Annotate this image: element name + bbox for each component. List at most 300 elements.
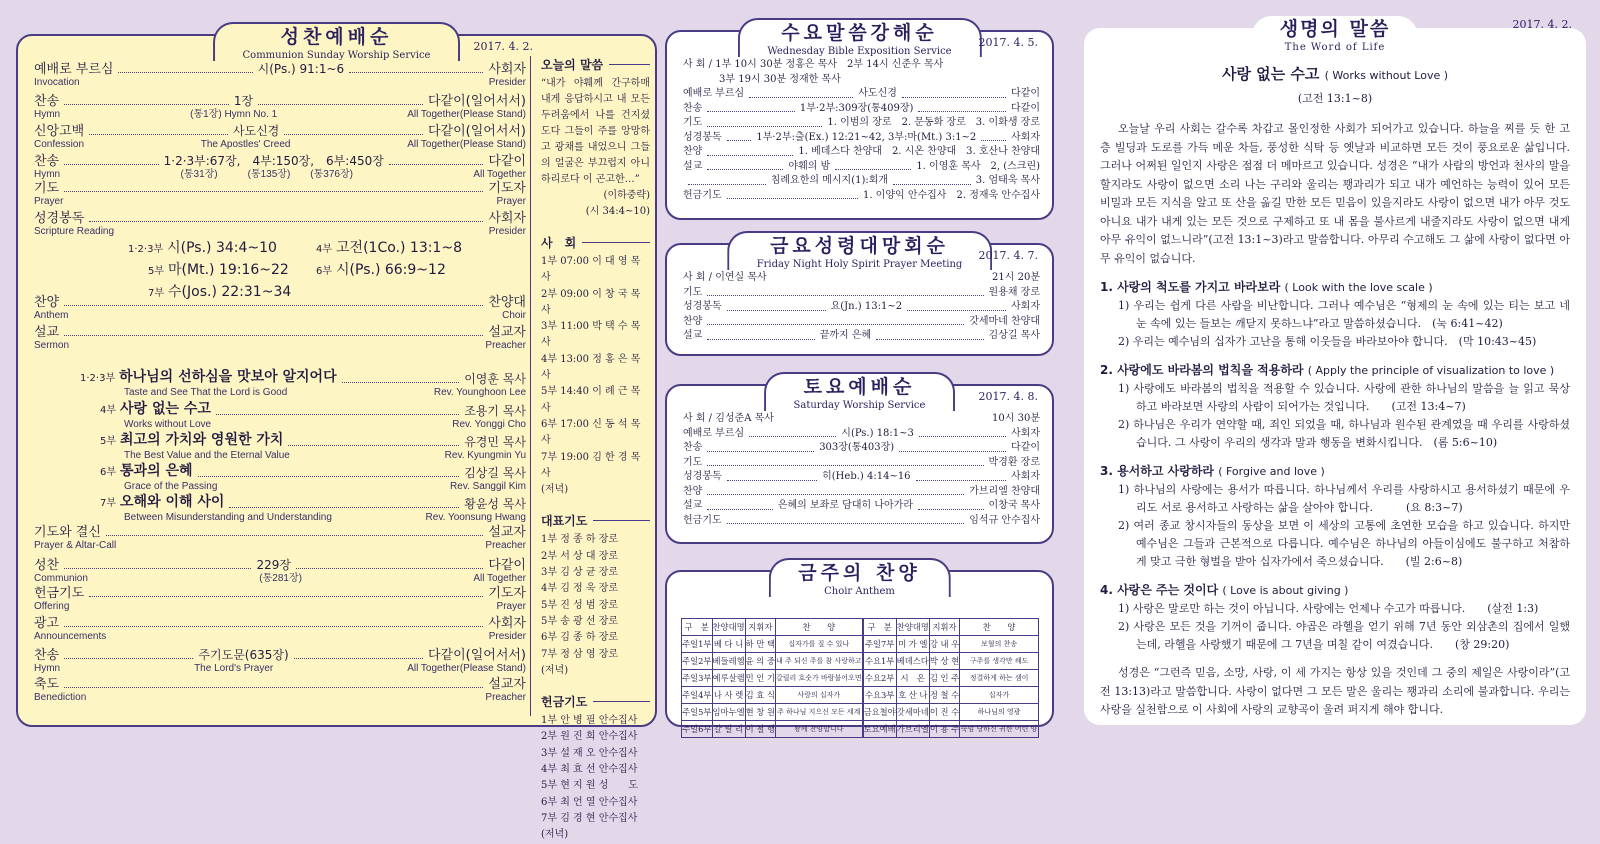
leader-item: 7부 19:00 김 한 경 목사 bbox=[541, 451, 641, 479]
order-role: 기도자 bbox=[488, 181, 526, 196]
order-item bbox=[34, 646, 526, 674]
point-title-en: ( Forgive and love ) bbox=[1218, 465, 1325, 478]
offering-item: (저녁) bbox=[541, 829, 569, 841]
table-cell: 사랑의 십자가 bbox=[775, 687, 862, 704]
dot-leader bbox=[64, 164, 159, 165]
order-item bbox=[34, 616, 526, 642]
dot-leader bbox=[342, 382, 460, 383]
order-content: 주기도문(635장) bbox=[198, 648, 289, 662]
today-word-heading: 오늘의 말씀 bbox=[541, 56, 650, 73]
order-label: 성경봉독 bbox=[34, 211, 85, 226]
friday-service-panel bbox=[665, 235, 1054, 356]
table-cell: 십자가를 질 수 있나 bbox=[775, 636, 862, 653]
anthem-table bbox=[681, 618, 1039, 738]
today-word-note: (이하중략) bbox=[603, 190, 650, 201]
dot-leader bbox=[64, 335, 483, 336]
sermon-entry bbox=[80, 369, 526, 398]
dot-leader bbox=[707, 155, 793, 156]
order-row bbox=[34, 211, 526, 226]
point-heading bbox=[1100, 462, 1570, 481]
sermon-sub bbox=[100, 481, 526, 492]
point-item: 1) 하나님의 사랑에는 용서가 따릅니다. 하나님께서 우리를 사랑하시고 용서하셨기 때문에 우리도 서로 용서하고 사랑하는 삶을 살아야 합니다. (요 8:3~7) bbox=[1118, 483, 1570, 514]
sunday-date: 2017. 4. 2. bbox=[473, 40, 533, 53]
friday-title: 금요성령대망회순 bbox=[770, 235, 949, 257]
point-item: 2) 여러 종교 창시자들의 동상을 보면 이 세상의 고통에 초연한 모습을 하고 있습니다. 하지만 예수님은 그들과 근본적으로 다릅니다. 예수님은 하나님의 아들이심에도 불구하고 처참하게 맞고 극한 형벌을 받아 십자가에서 죽으셨습니다. (빌 2:6~8) bbox=[1118, 519, 1570, 568]
order-role: 사회자 bbox=[488, 616, 526, 631]
table-row bbox=[682, 687, 1039, 704]
table-cell: 베데스다 bbox=[896, 653, 929, 670]
dot-leader bbox=[981, 140, 1006, 141]
saturday-service-panel bbox=[665, 376, 1054, 544]
order-row bbox=[34, 325, 526, 340]
sermon-title: 최고의 가치와 영원한 가치 bbox=[120, 432, 284, 448]
table-cell: 내 주 되신 주를 참 사랑하고 bbox=[775, 653, 862, 670]
dot-leader bbox=[89, 221, 483, 222]
order-role-en: Prayer bbox=[496, 196, 526, 207]
scripture-text: 마(Mt.) 19:16~22 bbox=[168, 262, 289, 278]
sermon-closing: 성경은 “그런즉 믿음, 소망, 사랑, 이 세 가지는 항상 있을 것인데 그 중의 제일은 사랑이라”(고전 13:13)라고 말씀합니다. 사랑이 없다면 그 모든 말은 울리는 꽹과리 소리에 불과합니다. 우리는 사랑을 실천함으로 이 사회에 사랑의 교향곡이 울려 퍼지게 해야 합니다. bbox=[1100, 666, 1570, 716]
sermon-pastor: 황윤성 목사 bbox=[464, 497, 526, 511]
table-row bbox=[682, 653, 1039, 670]
order-item bbox=[34, 556, 526, 584]
order-row bbox=[683, 145, 1040, 160]
prayer-item: 2부 서 상 대 장로 bbox=[541, 550, 619, 562]
point-item: 1) 사랑은 말로만 하는 것이 아닙니다. 사랑에는 언제나 수고가 따릅니다. (살전 1:3) bbox=[1118, 602, 1539, 615]
order-label: 헌금기도 bbox=[34, 586, 85, 601]
order-role: 다같이(일어서서) bbox=[427, 124, 527, 139]
table-cell: 예루살렘 bbox=[712, 670, 745, 687]
scripture-ref bbox=[148, 281, 291, 301]
order-role: 설교자 bbox=[488, 525, 526, 540]
order-label: 찬송 bbox=[683, 102, 703, 114]
table-cell: 갓세마네 bbox=[896, 704, 929, 721]
point-heading bbox=[1100, 581, 1570, 600]
table-cell: 주일3부 bbox=[682, 670, 713, 687]
order-content: 침례요한의 메시지(1):회개 bbox=[770, 175, 889, 186]
order-sub bbox=[34, 226, 526, 237]
offering-item: 6부 최 언 열 안수집사 bbox=[541, 796, 638, 808]
dot-leader bbox=[919, 436, 1006, 437]
order-content: 303장(통403장) bbox=[819, 442, 895, 453]
order-content: 1부·2부:309장(통409장) bbox=[799, 102, 914, 114]
dot-leader bbox=[727, 310, 826, 311]
prayer-item: 3부 김 상 균 장로 bbox=[541, 567, 619, 579]
order-role-en: Presider bbox=[488, 226, 526, 237]
point-title: 3. 용서하고 사랑하라 bbox=[1100, 464, 1215, 478]
dot-leader bbox=[284, 134, 423, 135]
service-number: 7부 bbox=[148, 288, 165, 299]
order-role-en: All Together bbox=[473, 169, 526, 180]
wednesday-title: 수요말씀강해순 bbox=[781, 22, 938, 44]
dot-leader bbox=[89, 596, 483, 597]
order-role: 원용채 장로 bbox=[988, 286, 1040, 298]
table-header: 지휘자 bbox=[929, 619, 959, 636]
order-label: 기도 bbox=[683, 117, 703, 128]
sermon-pastor: 이영훈 목사 bbox=[464, 372, 526, 386]
saturday-subtitle: Saturday Worship Service bbox=[793, 399, 926, 411]
service-number: 6부 bbox=[100, 467, 117, 478]
sermon-title-line bbox=[80, 369, 337, 387]
table-cell: 정결하게 하는 샘이 bbox=[960, 670, 1039, 687]
order-role: 사회자 bbox=[1011, 471, 1041, 482]
order-label: 찬송 bbox=[34, 154, 60, 169]
order-content-sub bbox=[201, 139, 291, 150]
order-label: 성경봉독 bbox=[683, 131, 722, 143]
table-header: 찬양대명 bbox=[896, 619, 929, 636]
point-item: 1) 우리는 쉽게 다른 사람을 비난합니다. 그러나 예수님은 “형제의 눈 속에 있는 티는 보고 네 눈 속에 있는 들보는 깨닫지 못하느냐”라고 말씀하셨습니다. (눅 6:41~42) bbox=[1118, 299, 1570, 330]
friday-order-list bbox=[683, 286, 1040, 344]
table-cell: 강 내 우 bbox=[929, 636, 959, 653]
sermon-title-line bbox=[100, 401, 211, 419]
anthem-title: 금주의 찬양 bbox=[798, 562, 921, 584]
dot-leader bbox=[707, 465, 983, 466]
order-role-en: Preacher bbox=[485, 692, 526, 703]
order-label: 찬송 bbox=[34, 648, 60, 663]
leader-item: 2부 09:00 이 창 국 목사 bbox=[541, 288, 641, 316]
sermon-pastor-en: Rev. Sanggil Kim bbox=[450, 481, 526, 492]
order-label-en: Prayer & Altar-Call bbox=[34, 540, 117, 551]
point-title: 4. 사랑은 주는 것이다 bbox=[1100, 583, 1219, 597]
sermon-row bbox=[100, 463, 526, 481]
sermon-pastor-en: Rev. Yoonsung Hwang bbox=[425, 512, 526, 523]
table-cell: 주일4부 bbox=[682, 687, 713, 704]
order-sub bbox=[34, 663, 526, 674]
order-content: 은혜의 보좌로 담대히 나아가라 bbox=[777, 500, 913, 511]
order-content: 229장 bbox=[256, 558, 291, 572]
prayer-item: (저녁) bbox=[541, 664, 569, 676]
anthem-subtitle: Choir Anthem bbox=[824, 585, 895, 597]
sermon-pastor-en: Rev. Kyungmin Yu bbox=[444, 450, 526, 461]
order-sub bbox=[34, 169, 526, 180]
prayer-item: 4부 김 정 욱 장로 bbox=[541, 583, 619, 595]
order-content: 시(Ps.) 91:1~6 bbox=[257, 62, 345, 76]
order-sub bbox=[34, 196, 526, 207]
order-row bbox=[683, 315, 1040, 330]
scripture-text: 시(Ps.) 66:9~12 bbox=[336, 262, 446, 278]
scripture-ref bbox=[316, 259, 446, 279]
order-content: 사도신경 bbox=[232, 124, 280, 138]
order-content: 요(Jn.) 13:1~2 bbox=[830, 301, 903, 312]
point-item: 2) 하나님은 우리가 연약할 때, 죄인 되었을 때, 하나님과 원수된 관계였을 때 우리를 사랑하셨습니다. 그 사랑이 우리의 생각과 말과 행동을 변화시킵니다. (롬 5:6~10) bbox=[1118, 418, 1570, 449]
order-role: 1. 이범의 장로 2. 문동화 장로 3. 이화생 장로 bbox=[827, 117, 1040, 128]
sermon-heading-en: ( Works without Love ) bbox=[1324, 69, 1449, 82]
order-row bbox=[34, 60, 526, 77]
order-sub bbox=[34, 601, 526, 612]
order-sub bbox=[34, 310, 526, 321]
order-content-note: (통281장) bbox=[259, 573, 302, 584]
service-number: 5부 bbox=[100, 436, 117, 447]
order-row bbox=[34, 677, 526, 692]
order-row bbox=[683, 189, 1040, 204]
order-sub bbox=[34, 573, 526, 584]
sermon-title-en: Works without Love bbox=[124, 419, 212, 430]
table-row bbox=[682, 636, 1039, 653]
leader-item: 3부 11:00 박 택 수 목사 bbox=[541, 321, 641, 349]
order-label-en: Announcements bbox=[34, 631, 107, 642]
order-role-en: Prayer bbox=[496, 601, 526, 612]
order-content: 히(Heb.) 4:14~16 bbox=[822, 471, 911, 482]
wednesday-order-list bbox=[683, 87, 1040, 203]
dot-leader bbox=[64, 191, 483, 192]
leader-item: 4부 13:00 정 홍 은 목사 bbox=[541, 353, 641, 382]
order-role-en: All Together(Please Stand) bbox=[407, 139, 526, 150]
sermon-title-en: Grace of the Passing bbox=[124, 481, 218, 492]
sermon-pastor: 김상길 목사 bbox=[464, 466, 526, 480]
order-label: 기도 bbox=[34, 181, 60, 196]
table-cell: 미 가 엘 bbox=[896, 636, 929, 653]
table-cell: 금요철야 bbox=[863, 704, 897, 721]
order-role: 임석규 안수집사 bbox=[969, 514, 1040, 526]
offering-heading: 헌금기도 bbox=[541, 693, 650, 710]
scripture-text: 수(Jos.) 22:31~34 bbox=[168, 284, 292, 300]
point-title-en: ( Apply the principle of visualization to love ) bbox=[1307, 364, 1555, 377]
dot-leader bbox=[296, 568, 483, 569]
order-row bbox=[34, 586, 526, 601]
order-label-en: Confession bbox=[34, 139, 85, 150]
dot-leader bbox=[707, 111, 795, 112]
order-label: 찬양 bbox=[683, 485, 703, 497]
order-label: 예배로 부르심 bbox=[34, 62, 114, 77]
order-content: 1·2·3부:67장, 4부:150장, 6부:450장 bbox=[163, 154, 384, 168]
order-role: 찬양대 bbox=[488, 295, 526, 310]
dot-leader bbox=[89, 134, 228, 135]
dot-leader bbox=[707, 169, 783, 170]
saturday-tab bbox=[764, 372, 956, 411]
friday-subtitle: Friday Night Holy Spirit Prayer Meeting bbox=[756, 258, 963, 270]
word-tab bbox=[1252, 16, 1418, 53]
offering-item: 5부 현 지 원 성 도 bbox=[541, 780, 639, 792]
order-label-en: Hymn bbox=[34, 109, 61, 120]
leader-item: 5부 14:40 이 례 근 목사 bbox=[541, 386, 641, 414]
saturday-leader: 사 회 / 김성준A 목사 bbox=[683, 413, 774, 424]
dot-leader bbox=[64, 305, 483, 306]
order-row bbox=[34, 181, 526, 196]
order-role: 1. 이양익 안수집사 2. 정재욱 안수집사 bbox=[862, 189, 1040, 201]
order-content-en: The Apostles' Creed bbox=[200, 139, 291, 150]
sermon-row bbox=[80, 369, 526, 387]
order-row bbox=[683, 514, 1040, 529]
sermon-sub bbox=[80, 387, 526, 398]
order-row bbox=[683, 102, 1040, 117]
order-row bbox=[34, 525, 526, 540]
dot-leader bbox=[727, 198, 858, 199]
order-row bbox=[683, 300, 1040, 315]
order-role-en: Preacher bbox=[485, 340, 526, 351]
dot-leader bbox=[106, 535, 483, 536]
order-label-en: Invocation bbox=[34, 77, 80, 88]
dot-leader bbox=[64, 626, 483, 627]
prayer-list bbox=[541, 532, 650, 679]
wednesday-leader-line1: 사 회 / 1부 10시 30분 정홍은 목사 2부 14시 신준우 목사 bbox=[683, 59, 944, 70]
order-label: 설교 bbox=[34, 325, 60, 340]
order-label: 예배로 부르심 bbox=[683, 427, 745, 439]
dot-leader bbox=[64, 658, 193, 659]
order-role-en: Presider bbox=[488, 631, 526, 642]
order-role: 김상길 목사 bbox=[988, 330, 1041, 341]
scripture-text: 시(Ps.) 34:4~10 bbox=[167, 240, 277, 256]
dot-leader bbox=[707, 126, 822, 127]
table-cell: 구주를 생각만 해도 bbox=[960, 653, 1039, 670]
sunday-sidebar bbox=[530, 56, 650, 841]
point-title: 2. 사랑에도 바라봄의 법칙을 적용하라 bbox=[1100, 363, 1304, 377]
order-sub bbox=[34, 139, 526, 150]
order-row bbox=[683, 131, 1040, 146]
table-header: 구 분 bbox=[863, 619, 897, 636]
order-row bbox=[683, 329, 1040, 344]
sermon-title: 하나님의 선하심을 맛보아 알지어다 bbox=[119, 369, 337, 385]
offering-item: 4부 최 효 선 안수집사 bbox=[541, 764, 638, 776]
scripture-text: 고전(1Co.) 13:1~8 bbox=[336, 240, 462, 256]
service-number: 1·2·3부 bbox=[80, 373, 116, 384]
order-label: 기도와 결신 bbox=[34, 525, 101, 540]
order-role: 이창국 목사 bbox=[988, 500, 1040, 511]
sermon-sub bbox=[100, 450, 526, 461]
order-role: 사회자 bbox=[1011, 427, 1041, 439]
dot-leader bbox=[902, 97, 1006, 98]
order-role: 다같이 bbox=[488, 154, 527, 169]
dot-leader bbox=[749, 97, 853, 98]
sermon-pastor: 유경민 목사 bbox=[464, 435, 526, 449]
table-cell: 주일7부 bbox=[863, 636, 897, 653]
order-label: 설교 bbox=[683, 500, 703, 511]
dot-leader bbox=[893, 184, 971, 185]
table-cell: 갈릴리 호숫가 바람불어오면 bbox=[775, 670, 862, 687]
table-cell: 이 용 주 bbox=[929, 721, 959, 738]
order-role: 사회자 bbox=[488, 211, 526, 226]
order-role-en: All Together(Please Stand) bbox=[407, 663, 526, 674]
wednesday-date: 2017. 4. 5. bbox=[978, 36, 1038, 49]
table-row bbox=[682, 721, 1039, 738]
order-label-en: Sermon bbox=[34, 340, 70, 351]
order-row bbox=[683, 499, 1040, 514]
dot-leader bbox=[918, 111, 1006, 112]
order-item bbox=[34, 586, 526, 612]
table-cell: 나 사 렛 bbox=[712, 687, 745, 704]
offering-item: 1부 안 병 필 안수집사 bbox=[541, 715, 638, 727]
wednesday-subtitle: Wednesday Bible Exposition Service bbox=[767, 45, 952, 57]
leader-heading: 사 회 bbox=[541, 234, 650, 251]
order-content: 1장 bbox=[233, 94, 254, 108]
order-content: 1부·2부:출(Ex.) 12:21~42, 3부:마(Mt.) 3:1~2 bbox=[756, 131, 977, 143]
sermon-title-line bbox=[100, 463, 193, 481]
table-cell: 주 하나님 지으신 모든 세계 bbox=[775, 704, 862, 721]
table-header: 지휘자 bbox=[745, 619, 775, 636]
order-content-sub bbox=[181, 169, 353, 180]
order-sub bbox=[34, 631, 526, 642]
sermon-pastor-en: Rev. Yonggi Cho bbox=[452, 419, 526, 430]
point-item: 2) 사랑은 모든 것을 기꺼이 줍니다. 야곱은 라헬을 얻기 위해 7년 동안 외삼촌의 집에서 일했는데, 라헬을 사랑했기 때문에 그 7년을 며칠 같이 여겼습니다. (창 29:20) bbox=[1118, 620, 1570, 651]
dot-leader bbox=[899, 451, 1006, 452]
table-cell: 시 온 bbox=[896, 670, 929, 687]
order-label-en: Prayer bbox=[34, 196, 64, 207]
sermon-title-en: Between Misunderstanding and Understanding bbox=[124, 512, 332, 523]
order-label: 신앙고백 bbox=[34, 124, 85, 139]
order-content-sub bbox=[190, 109, 277, 120]
order-label: 축도 bbox=[34, 677, 60, 692]
service-number: 7부 bbox=[100, 498, 117, 509]
service-number: 6부 bbox=[316, 266, 333, 277]
order-label: 예배로 부르심 bbox=[683, 88, 745, 99]
order-label-en: Hymn bbox=[34, 169, 61, 180]
order-label: 헌금기도 bbox=[683, 189, 722, 201]
sermon-pastor: 조용기 목사 bbox=[464, 404, 526, 418]
dot-leader bbox=[707, 339, 814, 340]
sermon-row bbox=[100, 401, 526, 419]
order-row bbox=[34, 646, 526, 663]
order-item bbox=[34, 677, 526, 703]
saturday-date: 2017. 4. 8. bbox=[978, 390, 1038, 403]
point-item: 2) 우리는 예수님의 십자가 고난을 통해 이웃들을 바라보아야 합니다. (막 10:43~45) bbox=[1118, 335, 1537, 348]
saturday-leader-line bbox=[683, 412, 1040, 427]
table-cell: 주일5부 bbox=[682, 704, 713, 721]
table-cell: 왕께 찬양합니다 bbox=[775, 721, 862, 738]
order-row bbox=[683, 286, 1040, 301]
order-row bbox=[683, 116, 1040, 131]
order-label: 성찬 bbox=[34, 558, 60, 573]
prayer-item: 5부 송 광 선 장로 bbox=[541, 615, 619, 627]
sermon-pastor-en: Rev. Younghoon Lee bbox=[433, 387, 526, 398]
order-role: 사회자 bbox=[1011, 301, 1040, 312]
table-cell: 임마누엘 bbox=[712, 704, 745, 721]
table-cell: 베 다 니 bbox=[712, 636, 745, 653]
offering-item: 2부 원 진 희 안수집사 bbox=[541, 731, 638, 743]
point-heading bbox=[1100, 361, 1570, 380]
service-number: 4부 bbox=[316, 244, 333, 255]
table-cell: 죽임 당하신 귀한 어린 양 bbox=[960, 721, 1039, 738]
order-label: 기도 bbox=[683, 456, 703, 468]
friday-leader: 사 회 / 이연실 목사 bbox=[683, 272, 767, 283]
sermon-title-en: The Best Value and the Eternal Value bbox=[124, 450, 290, 461]
order-role: 다같이 bbox=[1011, 442, 1040, 453]
sermon-title: 통과의 은혜 bbox=[120, 463, 193, 479]
order-item bbox=[34, 525, 526, 551]
sermon-sub bbox=[100, 419, 526, 430]
order-row bbox=[683, 441, 1040, 456]
order-row bbox=[683, 456, 1040, 471]
sermon-title-line bbox=[100, 494, 224, 512]
table-cell: 이 철 행 bbox=[745, 721, 775, 738]
dot-leader bbox=[216, 414, 459, 415]
order-role: 사회자 bbox=[1011, 131, 1040, 143]
order-content: 야훼의 밤 bbox=[788, 160, 831, 172]
order-role: 1. 베데스다 찬양대 2. 시온 찬양대 3. 호산나 찬양대 bbox=[798, 146, 1040, 157]
sermon-title: 오해와 이해 사이 bbox=[120, 494, 225, 510]
order-label: 헌금기도 bbox=[683, 514, 722, 526]
point-title-en: ( Look with the love scale ) bbox=[1284, 281, 1433, 294]
order-role: 설교자 bbox=[488, 325, 526, 340]
sermon-entry bbox=[100, 432, 526, 461]
dot-leader bbox=[294, 658, 423, 659]
order-item bbox=[34, 325, 526, 351]
order-row bbox=[683, 470, 1040, 485]
sermon-title-en: Taste and See That the Lord is Good bbox=[124, 387, 288, 398]
order-label-en: Hymn bbox=[34, 663, 61, 674]
table-row bbox=[682, 670, 1039, 687]
today-word-text: “내가 야훼께 간구하매 내게 응답하시고 내 모든 두려움에서 나를 건지셨도다 그들이 주를 앙망하고 광채를 내었으니 그들의 얼굴은 부끄럽지 아니하리로다 이 곤고한…” bbox=[541, 78, 650, 185]
table-cell: 박 상 현 bbox=[929, 653, 959, 670]
order-role-en: Preacher bbox=[485, 540, 526, 551]
dot-leader bbox=[229, 507, 459, 508]
sermon-points bbox=[1100, 278, 1570, 654]
order-role: 다같이 bbox=[488, 558, 526, 573]
order-row bbox=[34, 122, 526, 139]
table-cell: 주일2부 bbox=[682, 653, 713, 670]
table-cell: 수요3부 bbox=[863, 687, 897, 704]
table-header: 찬양대명 bbox=[712, 619, 745, 636]
sermon-title-line bbox=[100, 432, 283, 450]
table-cell: 김 인 주 bbox=[929, 670, 959, 687]
dot-leader bbox=[258, 104, 423, 105]
